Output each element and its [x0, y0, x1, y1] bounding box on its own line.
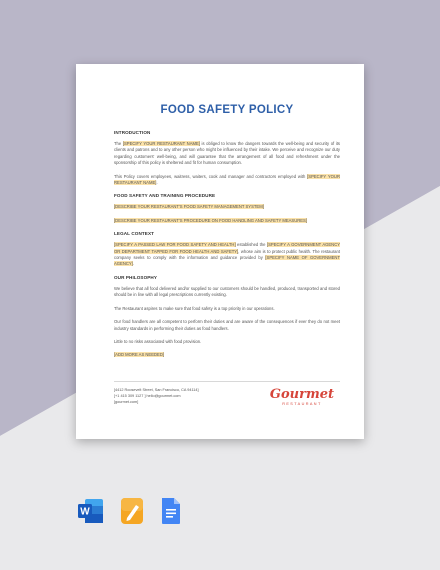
training-section	[114, 193, 340, 224]
text-run: .	[132, 261, 135, 267]
footer-address: [4412 Roosevelt Street, San Francisco, CA 94114]	[114, 388, 199, 392]
training-heading: FOOD SAFETY AND TRAINING PROCEDURE	[114, 193, 216, 199]
philosophy-paragraph-4: Little to no risks associated with food provision.	[114, 338, 202, 344]
pages-icon[interactable]	[120, 497, 144, 525]
svg-text:W: W	[80, 506, 90, 518]
logo-wordmark: Gourmet	[269, 387, 334, 402]
training-item-1	[114, 204, 340, 210]
philosophy-section	[114, 275, 340, 359]
placeholder-highlight: [SPECIFY YOUR RESTAURANT NAME]	[122, 141, 200, 146]
text-run: This Policy covers employees, waitress, waiters, cook and manager and contractors employed with	[114, 173, 308, 179]
text-run: The	[114, 141, 123, 146]
placeholder-highlight: [DESCRIBE YOUR RESTAURANT'S FOOD SAFETY MANAGEMENT SYSTEM]	[114, 204, 264, 210]
text-run: .	[156, 180, 158, 186]
philosophy-add-more	[114, 352, 340, 358]
placeholder-highlight: [ADD MORE AS NEEDED]	[114, 352, 165, 358]
training-item-2	[114, 218, 340, 224]
text-run: established the	[235, 242, 267, 248]
placeholder-highlight: [SPECIFY YOUR RESTAURANT NAME]	[114, 173, 340, 186]
logo-subtitle: RESTAURANT	[282, 402, 322, 406]
legal-paragraph	[114, 242, 340, 268]
app-icons-row	[78, 497, 188, 525]
document-title: FOOD SAFETY POLICY	[160, 104, 294, 116]
philosophy-paragraph-1: We believe that all food delivered and/or supplied to our customers should be handled, produced, transported and stored should be in line with all legal prescriptions currently existing.	[114, 285, 340, 298]
placeholder-highlight: [SPECIFY A GOVERNMENT AGENCY OR DEPARTMENT TAPPED FOR FOOD HEALTH AND SAFETY]	[114, 242, 341, 254]
footer-website: [gourmet.com]	[114, 400, 139, 405]
word-icon[interactable]	[78, 497, 104, 525]
placeholder-highlight: [SPECIFY NAME OF GOVERNMENT AGENCY]	[114, 255, 341, 267]
philosophy-paragraph-2: The Restaurant aspires to make sure that food safety is a top priority in our operations.	[114, 305, 275, 311]
text-run: is obliged to know the dangers towards the well-being and security of its clients and patrons and to any other person who might be influenced by their intake. We perceive and recognize our duty regarding customers' well-being, and will guarantee that the arrangement of all food and refreshment under the sponsorship of this policy is sheltered and fit for human consumption.	[114, 141, 340, 166]
philosophy-heading: OUR PHILOSOPHY	[114, 274, 158, 280]
introduction-paragraph-1	[114, 141, 340, 167]
text-run: , whose aim is to protect public health. The restaurant company seeks to comply with the information and guidance provided by	[114, 248, 340, 261]
google-docs-icon[interactable]	[160, 497, 182, 525]
document-footer	[114, 381, 340, 417]
footer-contact: [+1 415 309 1127 ] hello@gourmet.com	[114, 394, 181, 399]
document-page	[76, 64, 364, 439]
legal-heading: LEGAL CONTEXT	[114, 231, 155, 237]
introduction-heading: INTRODUCTION	[114, 130, 151, 135]
placeholder-highlight: [SPECIFY A PASSED LAW FOR FOOD SAFETY AND HEALTH]	[114, 242, 236, 248]
philosophy-paragraph-3: Our food handlers are all competent to perform their duties and are aware of the consequences if ever they do not meet industry standards in performing their duties as food handlers.	[114, 319, 340, 331]
introduction-section	[114, 130, 340, 186]
gourmet-logo	[270, 388, 334, 406]
introduction-paragraph-2	[114, 174, 340, 187]
legal-section	[114, 231, 340, 268]
placeholder-highlight: [DESCRIBE YOUR RESTAURANT'S PROCEDURE ON FOOD HANDLING AND SAFETY MEASURES]	[114, 217, 307, 223]
